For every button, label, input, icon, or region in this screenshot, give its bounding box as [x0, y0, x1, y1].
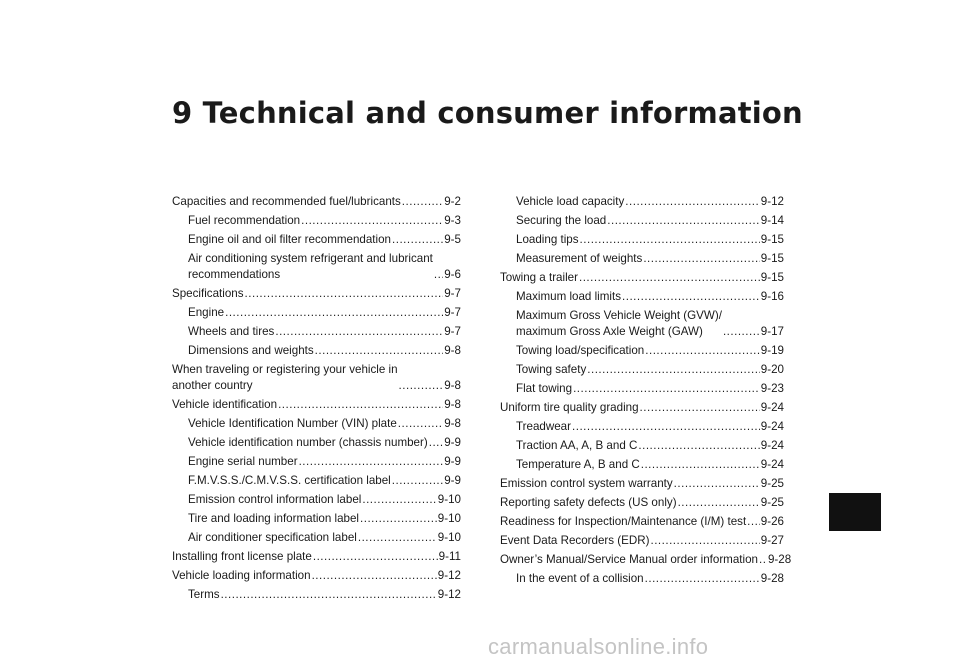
toc-entry[interactable]	[172, 362, 461, 394]
toc-entry-title	[188, 232, 391, 248]
toc-entry-page-number: 9-9	[444, 474, 461, 487]
toc-entry[interactable]	[172, 343, 461, 359]
toc-entry-page-number: 9-9	[444, 455, 461, 468]
dot-leader	[278, 397, 443, 413]
toc-entry-page-number: 9-2	[444, 195, 461, 208]
dot-leader	[221, 587, 437, 603]
toc-entry-title-line: Engine serial number	[188, 455, 298, 468]
toc-entry[interactable]	[500, 289, 784, 305]
toc-entry[interactable]	[172, 397, 461, 413]
dot-leader	[747, 514, 760, 530]
toc-entry-page-number: 9-28	[767, 553, 792, 566]
toc-entry-title-line: Vehicle loading information	[172, 569, 311, 582]
toc-entry-page-number: 9-7	[444, 325, 461, 338]
toc-entry-title	[188, 324, 274, 340]
toc-entry[interactable]	[172, 232, 461, 248]
toc-entry[interactable]	[172, 587, 461, 603]
toc-entry-title-line: Vehicle identification	[172, 398, 278, 411]
toc-entry[interactable]	[500, 362, 784, 378]
toc-entry-title-line: Vehicle identification number (chassis number)	[188, 436, 428, 449]
toc-entry[interactable]	[172, 568, 461, 584]
toc-entry-title-line: Maximum load limits	[516, 290, 622, 303]
toc-entry-title	[500, 400, 639, 416]
toc-entry[interactable]	[500, 533, 784, 549]
toc-entry-page-number: 9-15	[760, 271, 784, 284]
toc-entry-title-line: Engine oil and oil filter recommendation	[188, 233, 392, 246]
toc-entry[interactable]	[500, 400, 784, 416]
toc-entry-title-line: Tire and loading information label	[188, 512, 360, 525]
toc-entry-title	[516, 571, 644, 587]
dot-leader	[572, 419, 760, 435]
toc-entry[interactable]	[500, 552, 792, 568]
toc-entry[interactable]	[500, 213, 784, 229]
toc-entry[interactable]	[500, 438, 784, 454]
dot-leader	[640, 400, 760, 416]
dot-leader	[245, 286, 444, 302]
toc-entry-title	[172, 397, 277, 413]
toc-entry-page-number: 9-7	[444, 287, 461, 300]
toc-entry-title-line: Event Data Recorders (EDR)	[500, 534, 650, 547]
toc-entry[interactable]	[172, 511, 461, 527]
toc-entry-page-number: 9-24	[760, 420, 784, 433]
dot-leader	[759, 552, 767, 568]
toc-entry-page-number: 9-11	[438, 550, 461, 563]
toc-entry-title-line: Towing safety	[516, 363, 587, 376]
toc-entry-title-line: Maximum Gross Vehicle Weight (GVW)/	[516, 309, 722, 322]
toc-entry-page-number: 9-25	[760, 477, 784, 490]
dot-leader	[399, 378, 444, 394]
toc-entry-title-line: Terms	[188, 588, 220, 601]
toc-entry-title	[516, 289, 621, 305]
toc-entry-page-number: 9-15	[760, 252, 784, 265]
toc-entry-title-line: another country	[172, 379, 253, 392]
toc-entry-page-number: 9-12	[437, 588, 461, 601]
toc-entry[interactable]	[172, 213, 461, 229]
toc-entry-title-line: Treadwear	[516, 420, 571, 433]
dot-leader	[678, 495, 760, 511]
toc-entry-title	[516, 419, 571, 435]
toc-entry-title-line: Dimensions and weights	[188, 344, 314, 357]
toc-entry-title	[188, 251, 433, 283]
toc-entry-page-number: 9-10	[437, 493, 461, 506]
dot-leader	[275, 324, 443, 340]
toc-entry[interactable]	[172, 454, 461, 470]
toc-entry-title	[188, 530, 357, 546]
toc-entry-title-line: Temperature A, B and C	[516, 458, 640, 471]
dot-leader	[645, 343, 760, 359]
dot-leader	[650, 533, 759, 549]
toc-entry-title	[172, 286, 244, 302]
toc-entry-title	[516, 194, 624, 210]
dot-leader	[625, 194, 760, 210]
dot-leader	[645, 571, 760, 587]
dot-leader	[312, 568, 437, 584]
toc-entry-title-line: Specifications	[172, 287, 244, 300]
chapter-tab-marker	[829, 493, 881, 531]
toc-entry-title-line: Flat towing	[516, 382, 573, 395]
dot-leader	[225, 305, 443, 321]
toc-entry-title	[516, 381, 572, 397]
toc-right-column	[500, 194, 792, 590]
dot-leader	[674, 476, 760, 492]
toc-entry-title	[188, 343, 314, 359]
toc-entry-title-line: Vehicle Identification Number (VIN) plate	[188, 417, 397, 430]
toc-entry-title	[516, 362, 586, 378]
toc-entry[interactable]	[172, 324, 461, 340]
dot-leader	[360, 511, 437, 527]
toc-entry-title	[188, 305, 224, 321]
toc-entry[interactable]	[500, 308, 784, 340]
dot-leader	[313, 549, 438, 565]
dot-leader	[362, 492, 436, 508]
dot-leader	[573, 381, 760, 397]
toc-entry-title-line: recommendations	[188, 268, 281, 281]
toc-entry-title	[516, 232, 579, 248]
toc-entry-title-line: Readiness for Inspection/Maintenance (I/M) test	[500, 515, 747, 528]
toc-entry-page-number: 9-17	[760, 325, 784, 338]
toc-entry-page-number: 9-20	[760, 363, 784, 376]
toc-entry-title-line: Towing load/specification	[516, 344, 645, 357]
toc-entry-title	[516, 457, 640, 473]
toc-entry-page-number: 9-8	[444, 344, 461, 357]
toc-entry-page-number: 9-3	[444, 214, 461, 227]
toc-entry-page-number: 9-8	[444, 379, 461, 392]
dot-leader	[587, 362, 760, 378]
toc-entry-title	[500, 495, 677, 511]
toc-entry[interactable]	[500, 419, 784, 435]
toc-entry-page-number: 9-23	[760, 382, 784, 395]
toc-entry-page-number: 9-9	[444, 436, 461, 449]
toc-entry-title	[500, 533, 649, 549]
toc-entry-page-number: 9-14	[760, 214, 784, 227]
toc-entry[interactable]	[500, 571, 784, 587]
toc-entry-page-number: 9-15	[760, 233, 784, 246]
toc-entry[interactable]	[500, 343, 784, 359]
toc-entry-title-line: In the event of a collision	[516, 572, 644, 585]
toc-entry[interactable]	[500, 251, 784, 267]
toc-entry-title	[188, 416, 397, 432]
dot-leader	[643, 251, 759, 267]
dot-leader	[641, 457, 760, 473]
toc-entry-page-number: 9-7	[444, 306, 461, 319]
dot-leader	[580, 232, 760, 248]
toc-entry[interactable]	[172, 492, 461, 508]
toc-entry-title	[516, 308, 722, 340]
toc-entry[interactable]	[172, 435, 461, 451]
dot-leader	[392, 473, 443, 489]
toc-entry[interactable]	[500, 232, 784, 248]
toc-entry-title	[516, 213, 606, 229]
toc-entry-page-number: 9-5	[444, 233, 461, 246]
toc-entry-title	[188, 454, 298, 470]
toc-entry-title	[516, 251, 642, 267]
toc-entry-page-number: 9-26	[760, 515, 784, 528]
toc-entry-title	[172, 568, 311, 584]
toc-entry-page-number: 9-24	[760, 458, 784, 471]
toc-left-column	[172, 194, 461, 606]
toc-entry-title-line: Air conditioner specification label	[188, 531, 357, 544]
toc-entry-page-number: 9-12	[437, 569, 461, 582]
toc-entry-title-line: Securing the load	[516, 214, 607, 227]
dot-leader	[607, 213, 760, 229]
toc-entry-title-line: Capacities and recommended fuel/lubricants	[172, 195, 401, 208]
toc-entry-page-number: 9-10	[437, 512, 461, 525]
toc-entry-title-line: Traction AA, A, B and C	[516, 439, 638, 452]
toc-entry[interactable]	[172, 416, 461, 432]
dot-leader	[392, 232, 443, 248]
toc-entry-title-line: When traveling or registering your vehicle in	[172, 363, 398, 376]
toc-entry-title	[172, 362, 398, 394]
dot-leader	[579, 270, 760, 286]
toc-entry-page-number: 9-27	[760, 534, 784, 547]
toc-entry-title	[172, 549, 312, 565]
toc-entry[interactable]	[500, 270, 784, 286]
toc-entry-title-line: Air conditioning system refrigerant and lubricant	[188, 252, 433, 265]
toc-entry-title	[516, 343, 644, 359]
toc-entry[interactable]	[172, 286, 461, 302]
dot-leader	[622, 289, 760, 305]
dot-leader	[723, 324, 760, 340]
toc-entry-title-line: maximum Gross Axle Weight (GAW)	[516, 325, 703, 338]
toc-entry-page-number: 9-8	[444, 398, 461, 411]
toc-entry-title-line: Vehicle load capacity	[516, 195, 625, 208]
toc-entry-title	[500, 270, 578, 286]
toc-entry-page-number: 9-16	[760, 290, 784, 303]
toc-entry-page-number: 9-24	[760, 439, 784, 452]
dot-leader	[402, 194, 443, 210]
toc-entry-title-line: Reporting safety defects (US only)	[500, 496, 677, 509]
dot-leader	[301, 213, 443, 229]
toc-entry-page-number: 9-19	[760, 344, 784, 357]
dot-leader	[358, 530, 437, 546]
dot-leader	[434, 267, 443, 283]
toc-entry-title	[500, 514, 746, 530]
toc-entry-page-number: 9-8	[444, 417, 461, 430]
dot-leader	[315, 343, 444, 359]
toc-entry-title-line: Emission control system warranty	[500, 477, 673, 490]
toc-entry[interactable]	[172, 251, 461, 283]
toc-entry[interactable]	[500, 495, 784, 511]
toc-entry[interactable]	[500, 476, 784, 492]
toc-entry-title	[188, 435, 428, 451]
toc-entry-title	[188, 492, 361, 508]
watermark: carmanualsonline.info	[488, 634, 709, 659]
chapter-title: 9 Technical and consumer information	[172, 96, 803, 130]
toc-entry-title-line: Emission control information label	[188, 493, 362, 506]
toc-entry-title	[516, 438, 637, 454]
toc-entry-title	[188, 587, 220, 603]
toc-entry-title-line: Installing front license plate	[172, 550, 312, 563]
toc-entry-title-line: Uniform tire quality grading	[500, 401, 639, 414]
toc-entry-title	[500, 552, 758, 568]
toc-entry-page-number: 9-10	[437, 531, 461, 544]
toc-entry[interactable]	[172, 194, 461, 210]
dot-leader	[398, 416, 443, 432]
toc-entry-title-line: Fuel recommendation	[188, 214, 301, 227]
toc-entry[interactable]	[172, 549, 461, 565]
toc-entry-page-number: 9-12	[760, 195, 784, 208]
toc-entry[interactable]	[172, 305, 461, 321]
dot-leader	[638, 438, 759, 454]
toc-entry-title	[172, 194, 401, 210]
toc-entry-title-line: Wheels and tires	[188, 325, 275, 338]
toc-entry-title	[188, 213, 300, 229]
toc-entry[interactable]	[500, 381, 784, 397]
toc-entry-title	[188, 473, 391, 489]
toc-entry-title	[500, 476, 673, 492]
dot-leader	[429, 435, 444, 451]
dot-leader	[299, 454, 444, 470]
toc-entry-title-line: Measurement of weights	[516, 252, 643, 265]
toc-entry[interactable]	[172, 530, 461, 546]
toc-entry[interactable]	[500, 457, 784, 473]
toc-entry[interactable]	[172, 473, 461, 489]
toc-entry-title	[188, 511, 359, 527]
toc-entry-page-number: 9-24	[760, 401, 784, 414]
toc-entry-page-number: 9-6	[444, 268, 461, 281]
toc-entry-page-number: 9-28	[760, 572, 784, 585]
toc-entry-title-line: Engine	[188, 306, 225, 319]
toc-entry-title-line: Owner’s Manual/Service Manual order information	[500, 553, 758, 566]
toc-entry-title-line: F.M.V.S.S./C.M.V.S.S. certification label	[188, 474, 391, 487]
toc-entry-title-line: Towing a trailer	[500, 271, 578, 284]
toc-entry[interactable]	[500, 194, 784, 210]
toc-entry[interactable]	[500, 514, 784, 530]
toc-entry-title-line: Loading tips	[516, 233, 579, 246]
toc-entry-page-number: 9-25	[760, 496, 784, 509]
